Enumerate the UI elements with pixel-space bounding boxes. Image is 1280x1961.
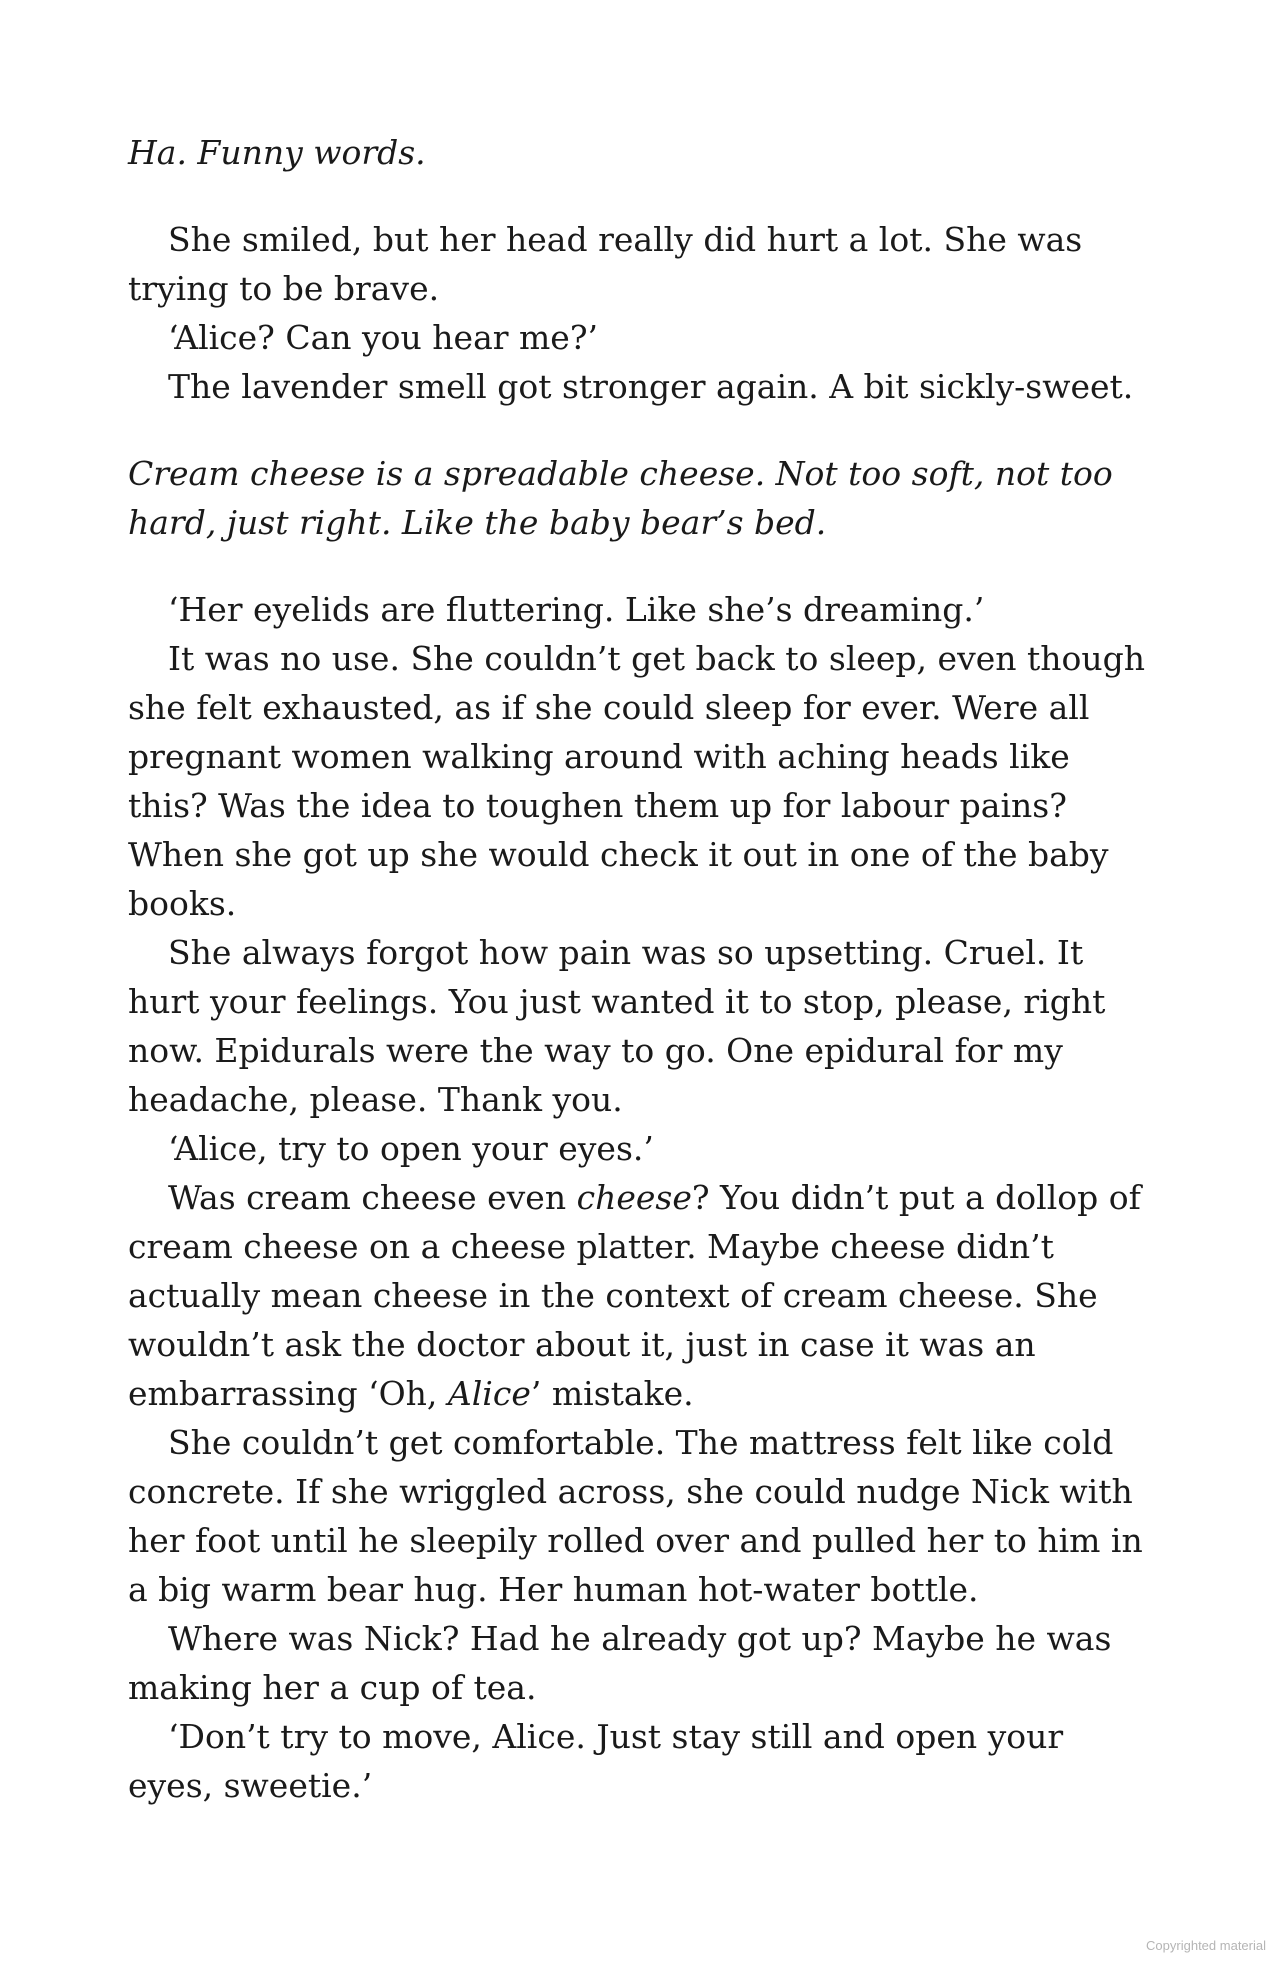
paragraph: She smiled, but her head really did hurt a lot. She was trying to be brave. — [128, 220, 1083, 308]
paragraph: ‘Alice? Can you hear me?’ — [168, 318, 599, 357]
paragraph-with-emphasis — [128, 1173, 1158, 1418]
paragraph: She always forgot how pain was so upsetting. Cruel. It hurt your feelings. You just wanted it to stop, please, right now. Epidurals were the way to go. One epidural for my headache, please. Thank you. — [128, 933, 1106, 1119]
paragraph: ‘Don’t try to move, Alice. Just stay still and open your eyes, sweetie.’ — [128, 1717, 1064, 1805]
paragraph: ‘Alice, try to open your eyes.’ — [168, 1129, 654, 1168]
copyright-watermark: Copyrighted material — [1146, 1938, 1266, 1953]
paragraph: She couldn’t get comfortable. The mattress felt like cold concrete. If she wriggled across, she could nudge Nick with her foot until he sleepily rolled over and pulled her to him in a big warm bear hug. Her human hot-water bottle. — [128, 1423, 1143, 1609]
italic-thought-1: Ha. Funny words. — [128, 133, 426, 172]
paragraph: The lavender smell got stronger again. A bit sickly-sweet. — [168, 367, 1134, 406]
section-gap — [128, 547, 1158, 585]
section-gap — [128, 177, 1158, 215]
italic-thought-2: Cream cheese is a spreadable cheese. Not too soft, not too hard, just right. Like the baby bear’s bed. — [128, 454, 1113, 542]
text-run: Was cream cheese even — [168, 1178, 577, 1217]
text-run: ? You didn’t put a dollop of cream cheese on a cheese platter. Maybe cheese didn’t actually mean cheese in the context of cream cheese. She wouldn’t ask the doctor about it, just in case it was an embarrassing ‘Oh, — [128, 1178, 1141, 1413]
text-run: ’ mistake. — [530, 1374, 694, 1413]
section-gap — [128, 411, 1158, 449]
emphasis-text: Alice — [447, 1374, 531, 1413]
paragraph: Where was Nick? Had he already got up? Maybe he was making her a cup of tea. — [128, 1619, 1112, 1707]
emphasis-text: cheese — [576, 1178, 692, 1217]
paragraph: ‘Her eyelids are fluttering. Like she’s dreaming.’ — [168, 590, 985, 629]
paragraph: It was no use. She couldn’t get back to sleep, even though she felt exhausted, as if she could sleep for ever. Were all pregnant women walking around with aching heads like this? Was the idea to toughen them up for labour pains? When she got up she would check it out in one of the baby books. — [128, 639, 1145, 923]
page-body-text — [128, 128, 1158, 1810]
